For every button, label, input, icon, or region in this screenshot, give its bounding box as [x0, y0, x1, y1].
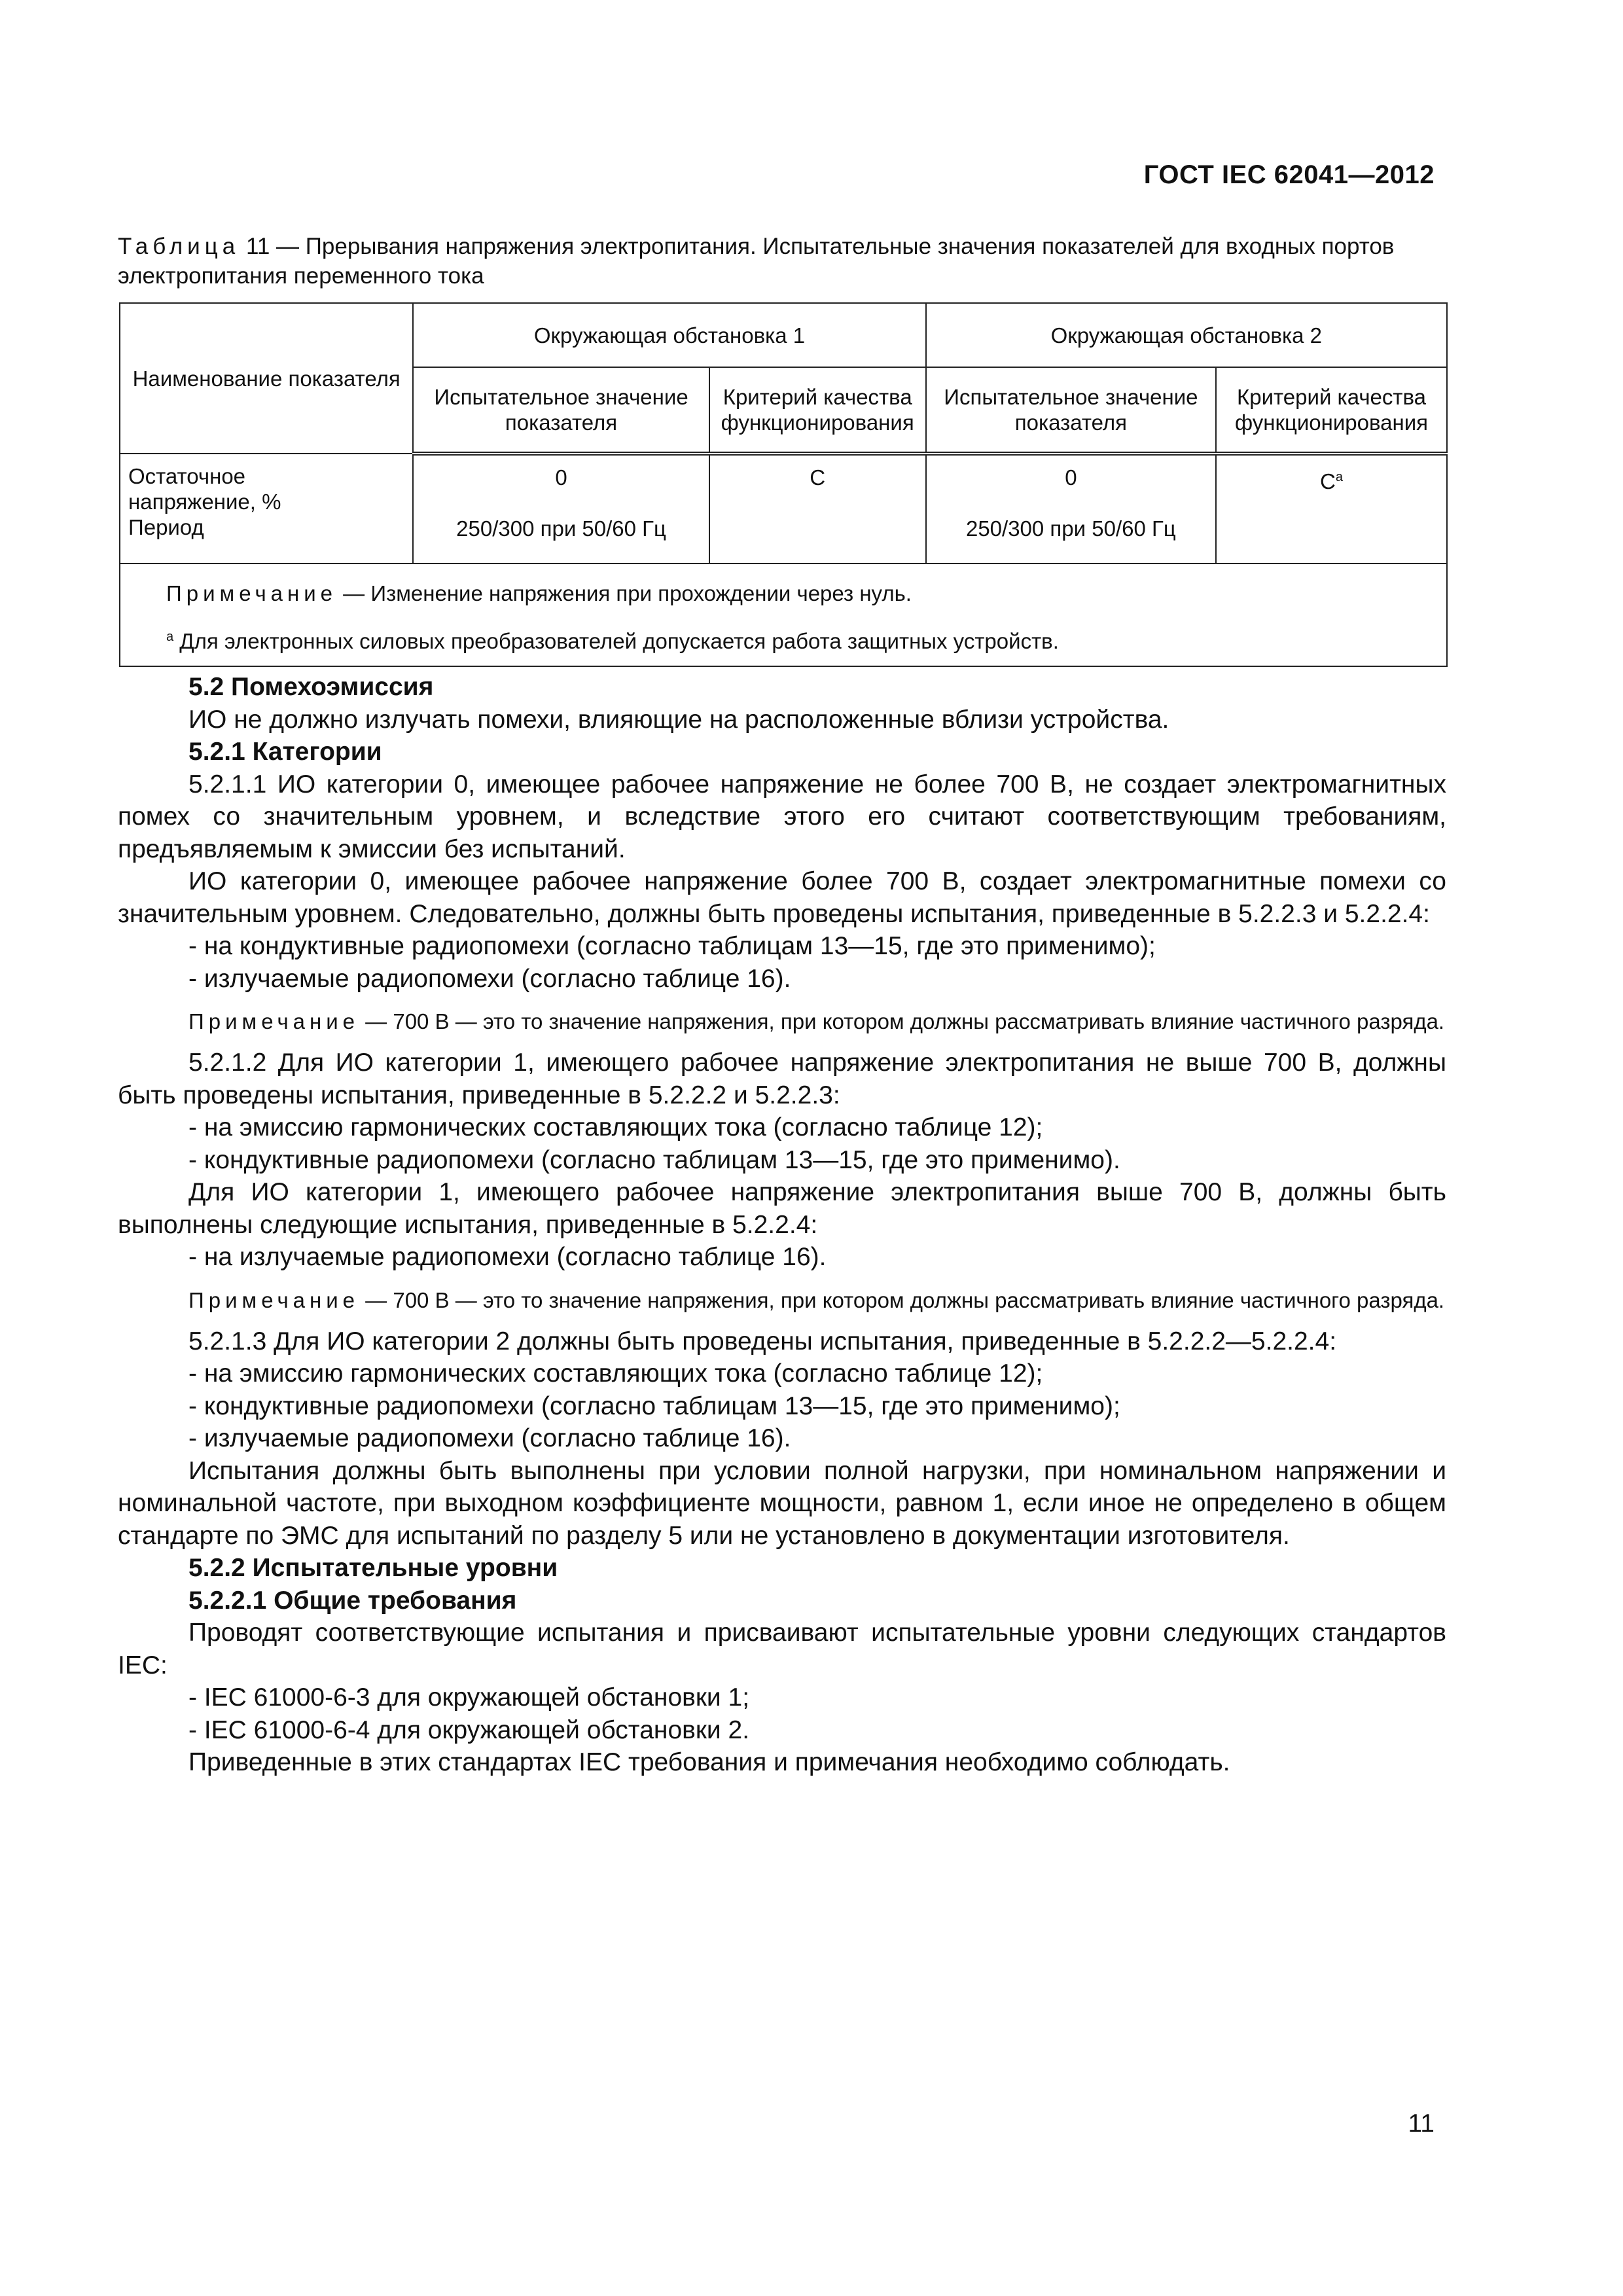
env1-value-residual: 0 — [555, 465, 567, 490]
env2-criterion-footnote-mark: a — [1335, 470, 1344, 484]
heading-5-2: 5.2 Помехоэмиссия — [188, 673, 434, 701]
param-line: Период — [128, 515, 204, 539]
table-caption-label: Таблица — [118, 234, 240, 259]
list-item: - IEC 61000-6-3 для окружающей обстановки 1; — [188, 1683, 750, 1712]
paragraph: 5.2.1.2 Для ИО категории 1, имеющего рабочее напряжение электропитания не выше 700 В, должны быть проведены испытания, приведенные в 5.2.2.2 и 5.2.2.3: — [118, 1049, 1446, 1109]
env2-value-residual: 0 — [1065, 465, 1077, 490]
env2-header: Окружающая обстановка 2 — [926, 303, 1447, 367]
voltage-interruption-table — [119, 302, 1448, 667]
env2-value-period: 250/300 при 50/60 Гц — [965, 516, 1176, 541]
env1-value-period: 250/300 при 50/60 Гц — [456, 516, 666, 541]
list-item: - излучаемые радиопомехи (согласно таблице 16). — [188, 964, 791, 993]
env2-test-value-header: Испытательное значение показателя — [926, 367, 1216, 454]
env1-header: Окружающая обстановка 1 — [413, 303, 925, 367]
param-cell — [120, 454, 413, 564]
list-item: - на кондуктивные радиопомехи (согласно таблицам 13—15, где это применимо); — [188, 932, 1156, 960]
heading-5-2-1: 5.2.1 Категории — [188, 738, 382, 766]
list-item: - кондуктивные радиопомехи (согласно таблицам 13—15, где это применимо); — [188, 1391, 1120, 1420]
list-item: - IEC 61000-6-4 для окружающей обстановки 2. — [188, 1715, 750, 1744]
table-caption-text: 11 — Прерывания напряжения электропитания. Испытательные значения показателей для входных портов электропитания переменного тока — [118, 234, 1395, 289]
table-notes — [120, 564, 1447, 666]
env2-criterion-header: Критерий качества функционирования — [1216, 367, 1447, 454]
paragraph: Проводят соответствующие испытания и присваивают испытательные уровни следующих стандартов IEC: — [118, 1619, 1446, 1679]
paragraph: Для ИО категории 1, имеющего рабочее напряжение электропитания выше 700 В, должны быть выполнены следующие испытания, приведенные в 5.2.2.4: — [118, 1178, 1446, 1239]
param-line: напряжение, % — [128, 490, 281, 514]
standard-header: ГОСТ IEC 62041—2012 — [1143, 160, 1435, 189]
table-row — [120, 454, 1447, 564]
param-header: Наименование показателя — [120, 303, 413, 454]
list-item: - на эмиссию гармонических составляющих тока (согласно таблице 12); — [188, 1359, 1043, 1388]
note: Примечание — 700 В — это то значение напряжения, при котором должны рассматривать влияние частичного разряда. — [188, 1287, 1445, 1312]
env2-value-cell — [926, 454, 1216, 564]
document-body — [118, 671, 1446, 1779]
paragraph: ИО не должно излучать помехи, влияющие на расположенные вблизи устройства. — [188, 705, 1169, 734]
paragraph: 5.2.1.1 ИО категории 0, имеющее рабочее напряжение не более 700 В, не создает электромагнитных помех со значительным уровнем, и вследствие этого его считают соответствующим требованиям, предъявляемым к эмиссии без испытаний. — [118, 770, 1446, 863]
page-number: 11 — [1408, 2109, 1435, 2138]
env1-criterion-cell — [709, 454, 926, 564]
paragraph: Испытания должны быть выполнены при условии полной нагрузки, при номинальном напряжении и номинальной частоте, при выходном коэффициенте мощности, равном 1, если иное не определено в общем стандарте по ЭМС для испытаний по разделу 5 или не установлено в документации изготовителя. — [118, 1456, 1446, 1550]
param-line: Остаточное — [128, 464, 246, 488]
heading-5-2-2-1: 5.2.2.1 Общие требования — [188, 1586, 517, 1615]
env1-criterion-header: Критерий качества функционирования — [709, 367, 926, 454]
paragraph: Приведенные в этих стандартах IEC требования и примечания необходимо соблюдать. — [188, 1748, 1230, 1776]
env1-test-value-header: Испытательное значение показателя — [413, 367, 709, 454]
heading-5-2-2: 5.2.2 Испытательные уровни — [188, 1554, 558, 1582]
table-caption — [118, 232, 1446, 291]
env2-criterion-cell — [1216, 454, 1447, 564]
note: Примечание — 700 В — это то значение напряжения, при котором должны рассматривать влияние частичного разряда. — [188, 1009, 1445, 1033]
list-item: - излучаемые радиопомехи (согласно таблице 16). — [188, 1424, 791, 1452]
list-item: - кондуктивные радиопомехи (согласно таблицам 13—15, где это применимо). — [188, 1145, 1120, 1174]
table-footnote: $^a$ Для электронных силовых преобразователей допускается работа защитных устройств. — [166, 629, 1059, 653]
env1-criterion: C — [810, 465, 826, 490]
env2-criterion: C — [1320, 469, 1336, 493]
env1-value-cell — [413, 454, 709, 564]
table-note: Примечание — Изменение напряжения при прохождении через нуль. — [166, 581, 912, 605]
paragraph: 5.2.1.3 Для ИО категории 2 должны быть проведены испытания, приведенные в 5.2.2.2—5.2.2.4: — [188, 1327, 1337, 1355]
list-item: - на излучаемые радиопомехи (согласно таблице 16). — [188, 1243, 827, 1271]
list-item: - на эмиссию гармонических составляющих тока (согласно таблице 12); — [188, 1113, 1043, 1141]
paragraph: ИО категории 0, имеющее рабочее напряжение более 700 В, создает электромагнитные помехи со значительным уровнем. Следовательно, должны быть проведены испытания, приведенные в 5.2.2.3 и 5.2.2.4: — [118, 867, 1446, 928]
